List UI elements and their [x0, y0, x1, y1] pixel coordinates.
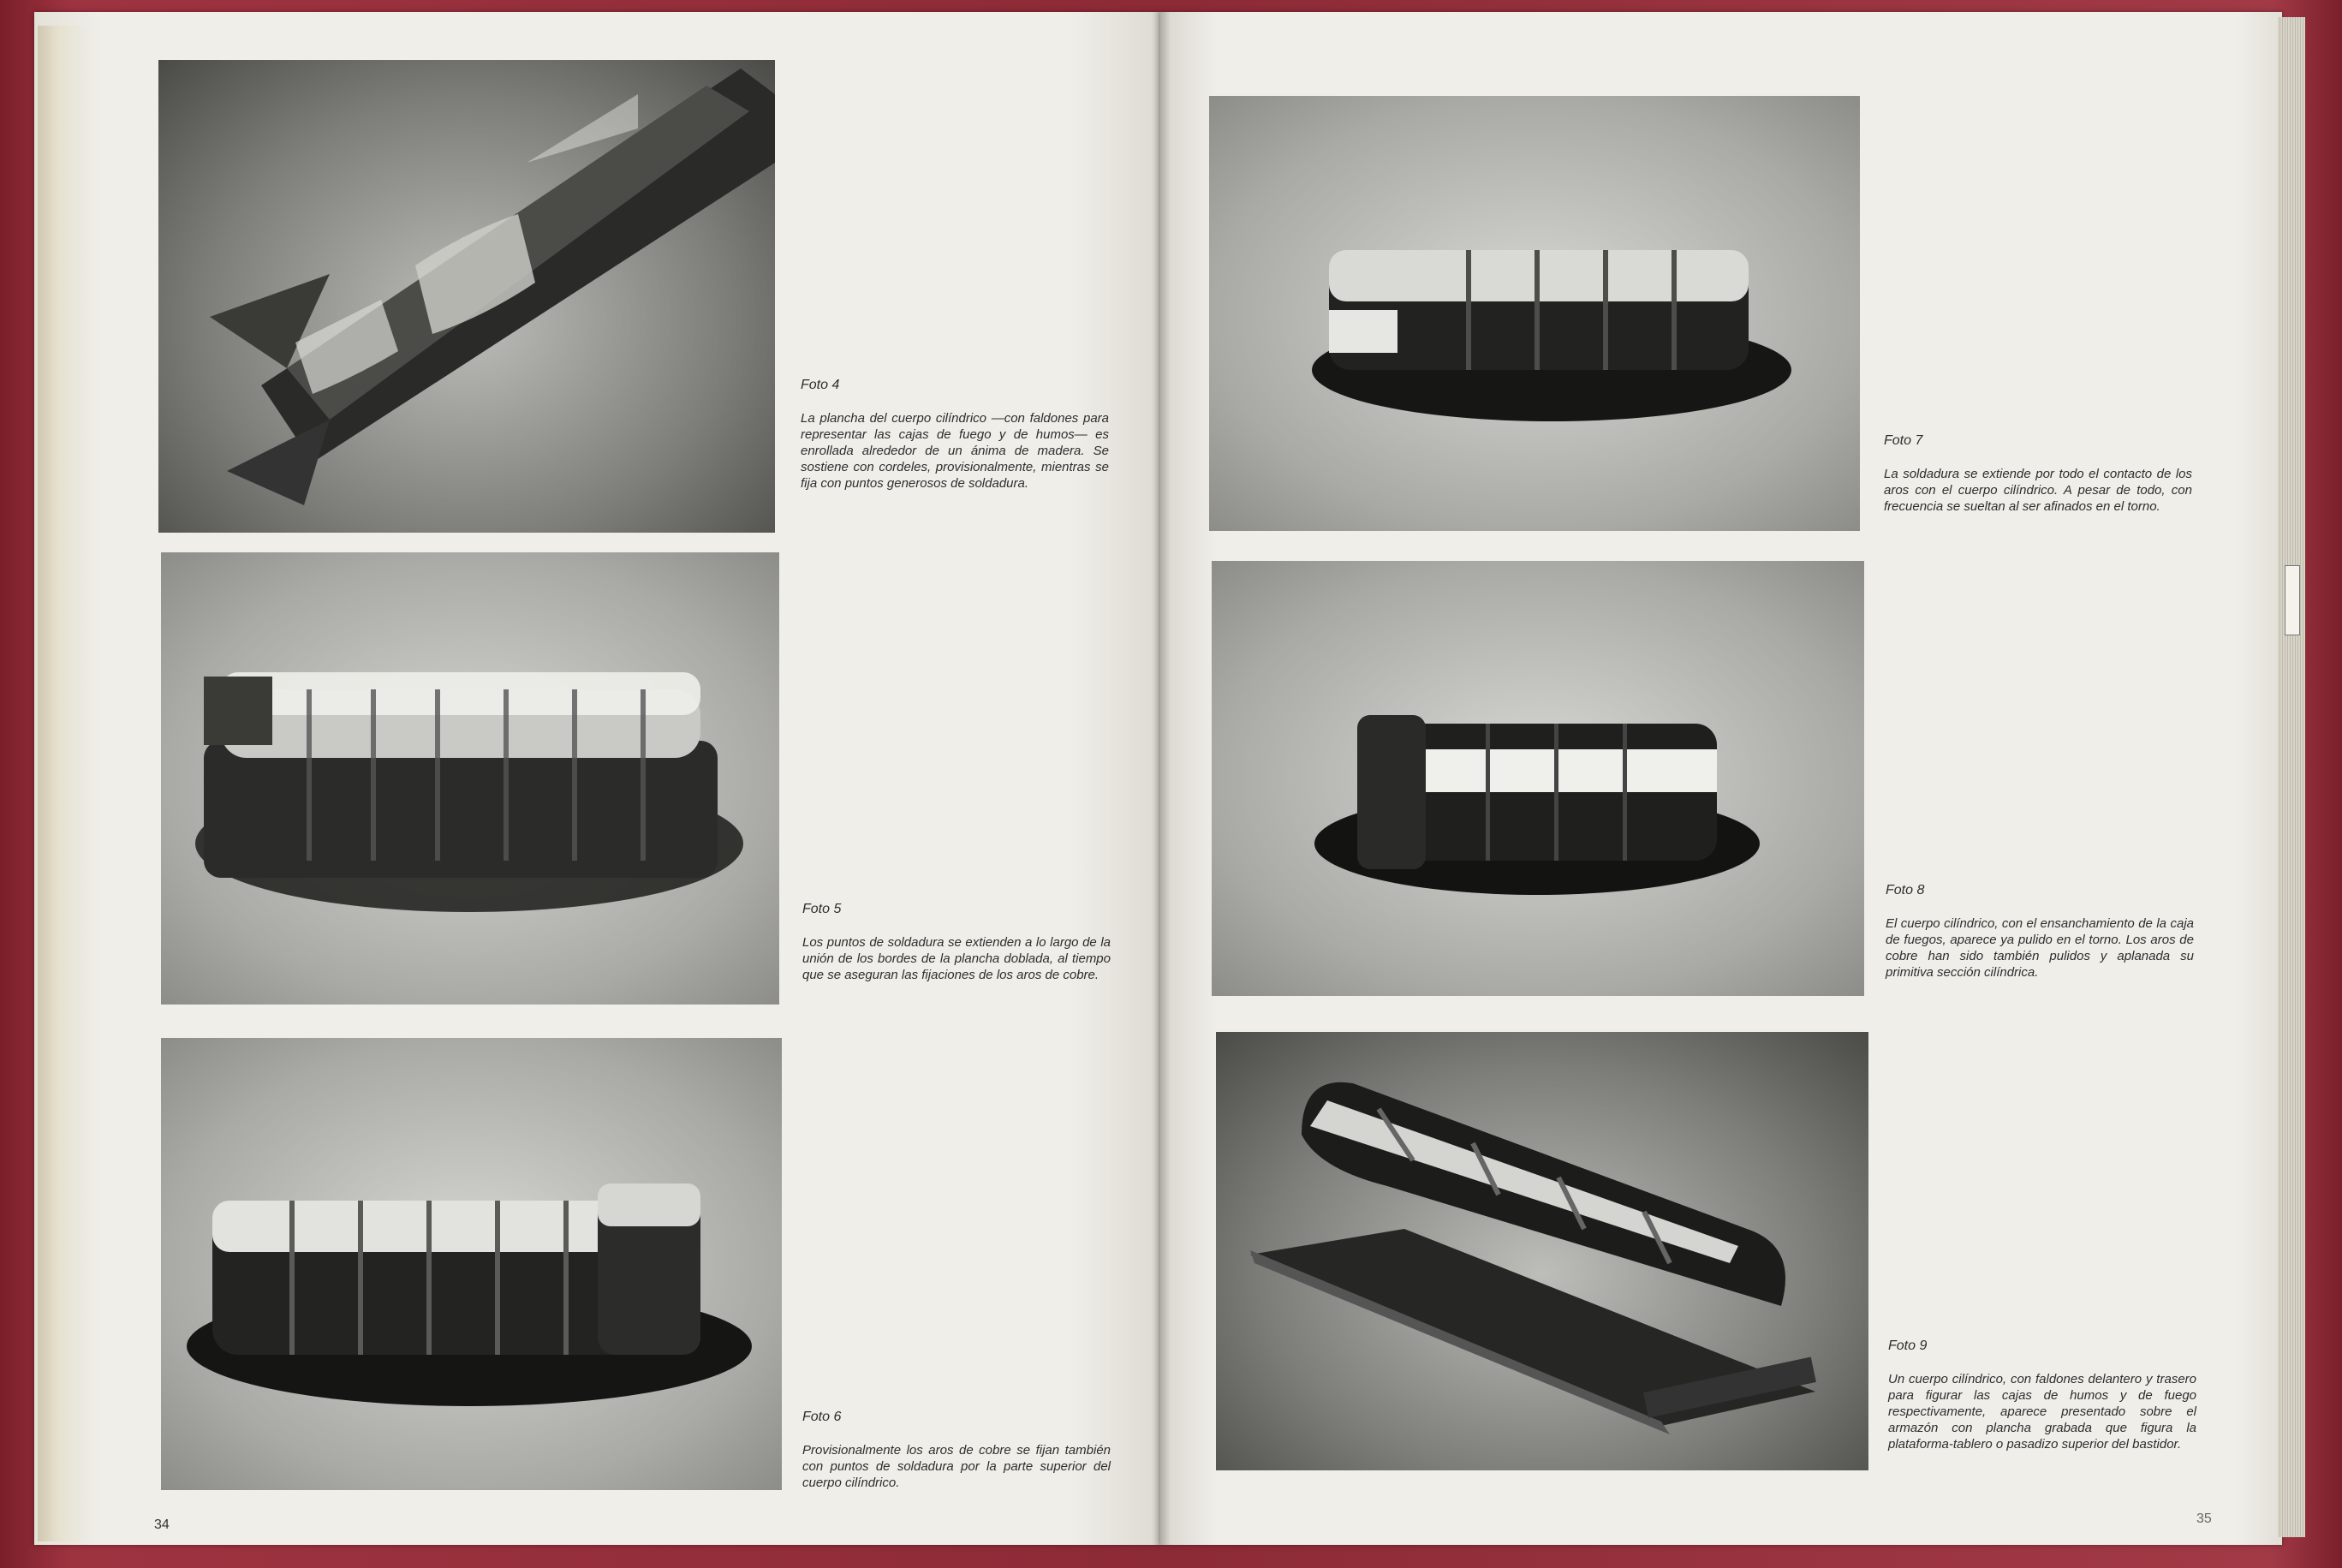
bookmark-tab — [2285, 565, 2300, 635]
caption-label: Foto 8 — [1886, 883, 1925, 897]
page-stack-edge — [2278, 17, 2305, 1537]
caption-text: Provisionalmente los aros de cobre se fijan también con puntos de soldadura por la parte superior del cuerpo cilíndrico. — [802, 1443, 1111, 1490]
caption-label: Foto 5 — [802, 902, 842, 916]
caption-foto-8 — [1886, 882, 2194, 981]
photo-7 — [1209, 96, 1860, 531]
photo-9 — [1216, 1032, 1868, 1470]
caption-foto-9 — [1888, 1338, 2196, 1452]
caption-label: Foto 9 — [1888, 1338, 1928, 1353]
caption-label: Foto 7 — [1884, 433, 1923, 448]
photo-5 — [161, 552, 779, 1005]
photo-4 — [158, 60, 775, 533]
photo-8 — [1212, 561, 1864, 996]
caption-label: Foto 6 — [802, 1410, 842, 1424]
page-number-left: 34 — [154, 1517, 170, 1532]
caption-text: La plancha del cuerpo cilíndrico —con faldones para representar las cajas de fuego y de humos— es enrollada alrededor de un ánima de madera. Se sostiene con cordeles, provisionalmente, mientras se fija con puntos generosos de soldadura. — [801, 411, 1109, 491]
caption-text: Un cuerpo cilíndrico, con faldones delantero y trasero para figurar las cajas de humos y de fuego respectivamente, aparece presentado sobre el armazón con plancha grabada que figura la plataforma-tablero o pasadizo superior del bastidor. — [1888, 1372, 2196, 1452]
page-edge — [38, 26, 89, 1541]
caption-label: Foto 4 — [801, 378, 840, 392]
caption-foto-6 — [802, 1409, 1111, 1491]
caption-foto-5 — [802, 901, 1111, 983]
caption-foto-4 — [801, 377, 1109, 492]
page-number-right: 35 — [2196, 1511, 2212, 1526]
caption-text: El cuerpo cilíndrico, con el ensanchamiento de la caja de fuegos, aparece ya pulido en el torno. Los aros de cobre han sido también pulidos y aplanada su primitiva sección cilíndrica. — [1886, 916, 2194, 980]
caption-text: Los puntos de soldadura se extienden a lo largo de la unión de los bordes de la plancha doblada, al tiempo que se aseguran las fijaciones de los aros de cobre. — [802, 935, 1111, 982]
caption-foto-7 — [1884, 432, 2192, 515]
book-gutter — [1152, 12, 1171, 1545]
photo-6 — [161, 1038, 782, 1490]
caption-text: La soldadura se extiende por todo el contacto de los aros con el cuerpo cilíndrico. A pesar de todo, con frecuencia se sueltan al ser afinados en el torno. — [1884, 467, 2192, 514]
